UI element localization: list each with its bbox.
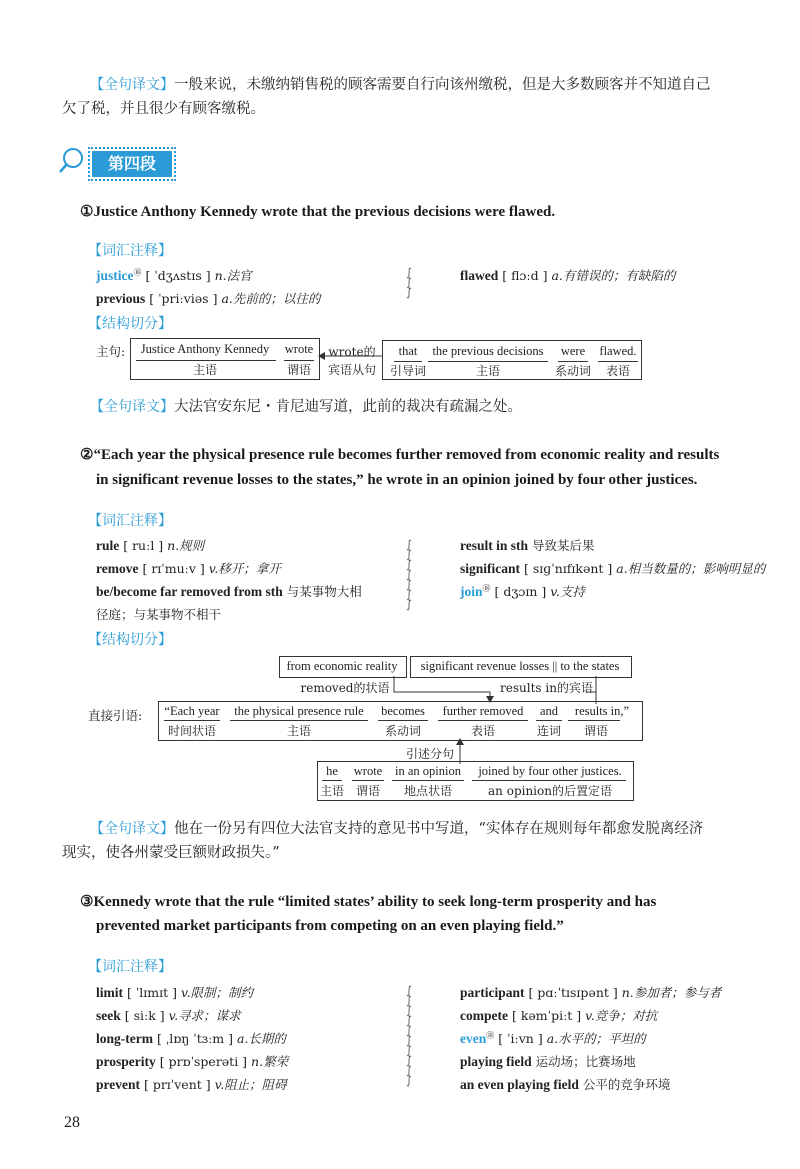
vocab-item: seek [ siːk ] v.寻求；谋求 xyxy=(96,1008,241,1023)
vocab-tag-1: 【词汇注释】 xyxy=(88,243,172,259)
label: 地点状语 xyxy=(403,784,452,798)
sentence-2-cont: in significant revenue losses to the states,” he wrote in an opinion joined by four other justices. xyxy=(96,472,698,488)
label: 时间状语 xyxy=(167,724,216,738)
vocab-tag-3: 【词汇注释】 xyxy=(88,959,172,975)
seg: flawed. xyxy=(599,344,637,358)
seg: Justice Anthony Kennedy xyxy=(140,342,270,356)
vocab-item: even⑱ [ ˈiːvn ] a.水平的；平坦的 xyxy=(460,1030,646,1046)
structure-tag-2: 【结构切分】 xyxy=(88,632,172,648)
seg: joined by four other justices. xyxy=(478,764,622,778)
vocab-item-cont: 径庭；与某事物不相干 xyxy=(96,607,222,622)
seg: becomes xyxy=(381,704,425,718)
seg: that xyxy=(398,344,418,358)
seg: “Each year xyxy=(164,704,220,718)
seg: were xyxy=(560,344,586,358)
seg: further removed xyxy=(442,704,524,718)
seg: wrote xyxy=(353,764,383,778)
seg: significant revenue losses || to the states xyxy=(420,659,620,673)
seg: the previous decisions xyxy=(432,344,544,358)
vocab-item: participant [ pɑːˈtɪsɪpənt ] n.参加者；参与者 xyxy=(460,985,722,1000)
quote-label: 直接引语: xyxy=(88,708,143,723)
vocab-item: rule [ ruːl ] n.规则 xyxy=(96,538,205,553)
vocab-item: justice⑱ [ ˈdʒʌstɪs ] n.法官 xyxy=(96,267,252,283)
link-label: wrote的 xyxy=(328,345,376,359)
label: 主语 xyxy=(286,724,311,738)
label: 谓语 xyxy=(355,784,380,798)
label: 谓语 xyxy=(286,363,311,377)
vocab-tag-2: 【词汇注释】 xyxy=(88,513,172,529)
page-number: 28 xyxy=(64,1114,80,1131)
label: 主语 xyxy=(319,784,344,798)
label: 谓语 xyxy=(583,724,608,738)
sentence-3-cont: prevented market participants from competing on an even playing field.” xyxy=(96,918,564,934)
vocab-item: an even playing field 公平的竞争环境 xyxy=(460,1077,671,1092)
seg: he xyxy=(326,764,338,778)
magnifier-icon xyxy=(58,146,82,170)
label: 主语 xyxy=(475,364,500,378)
vocab-item: flawed [ flɔːd ] a.有错误的；有缺陷的 xyxy=(460,268,676,283)
seg: the physical presence rule xyxy=(234,704,364,718)
connector-arrows xyxy=(390,676,610,704)
label: 连词 xyxy=(536,724,561,738)
vocab-item: significant [ sɪɡˈnɪfɪkənt ] a.相当数量的；影响明显的 xyxy=(460,561,766,576)
seg: in an opinion xyxy=(395,764,461,778)
seg: results in,” xyxy=(574,704,630,718)
vocab-item: prosperity [ prɒˈsperəti ] n.繁荣 xyxy=(96,1054,289,1069)
label: 引述分句 xyxy=(405,747,454,761)
wave-divider: ∫ ∫ ∫ xyxy=(406,266,412,299)
translation-2-cont: 现实，使各州蒙受巨额财政损失。” xyxy=(62,845,280,861)
wave-divider: ∫ ∫ ∫ ∫ ∫ ∫ ∫ ∫ ∫ ∫ xyxy=(406,984,412,1087)
vocab-item: be/become far removed from sth 与某事物大相 xyxy=(96,584,362,599)
translation-2: 【全句译文】他在一份另有四位大法官支持的意见书中写道，“实体存在规则每年都愈发脱离经济 xyxy=(90,821,704,837)
section-title-frame xyxy=(88,147,176,181)
vocab-item: limit [ ˈlɪmɪt ] v.限制；制约 xyxy=(96,985,254,1000)
label: 系动词 xyxy=(554,364,591,378)
label: an opinion的后置定语 xyxy=(488,784,612,798)
vocab-item: prevent [ prɪˈvent ] v.阻止；阻碍 xyxy=(96,1077,287,1092)
arrow-left xyxy=(318,352,382,360)
label: 系动词 xyxy=(384,724,421,738)
intro-translation: 【全句译文】一般来说，未缴纳销售税的顾客需要自行向该州缴税，但是大多数顾客并不知道自己 xyxy=(90,77,711,93)
label: removed的状语 xyxy=(300,681,390,695)
label: results in的宾语 xyxy=(500,681,593,695)
vocab-item: previous [ ˈpriːviəs ] a.先前的；以往的 xyxy=(96,291,321,306)
vocab-item: join⑱ [ dʒɔɪn ] v.支持 xyxy=(460,583,585,599)
sentence-1: ①Justice Anthony Kennedy wrote that the previous decisions were flawed. xyxy=(80,204,556,220)
main-clause-label: 主句: xyxy=(96,344,126,359)
label: 表语 xyxy=(605,364,630,378)
label: 主语 xyxy=(192,363,217,377)
vocab-item: playing field 运动场；比赛场地 xyxy=(460,1054,636,1069)
translation-tag: 【全句译文】 xyxy=(90,77,174,93)
label: 表语 xyxy=(470,724,495,738)
seg: wrote xyxy=(284,342,314,356)
section-title: 第四段 xyxy=(92,151,172,177)
label: 引导词 xyxy=(389,364,426,378)
vocab-item: result in sth 导致某后果 xyxy=(460,538,595,553)
vocab-item: remove [ rɪˈmuːv ] v.移开；拿开 xyxy=(96,561,281,576)
seg: and xyxy=(539,704,559,718)
intro-translation-cont: 欠了税，并且很少有顾客缴税。 xyxy=(62,101,265,117)
structure-tag-1: 【结构切分】 xyxy=(88,316,172,332)
sentence-3: ③Kennedy wrote that the rule “limited states’ ability to seek long-term prosperity and has xyxy=(80,894,657,910)
vocab-item: compete [ kəmˈpiːt ] v.竞争；对抗 xyxy=(460,1008,658,1023)
link-label: 宾语从句 xyxy=(327,363,376,377)
seg: from economic reality xyxy=(286,659,398,673)
wave-divider: ∫ ∫ ∫ ∫ ∫ ∫ ∫ xyxy=(406,538,412,611)
translation-1: 【全句译文】大法官安东尼・肯尼迪写道，此前的裁决有疏漏之处。 xyxy=(90,399,522,415)
sentence-2: ②“Each year the physical presence rule becomes further removed from economic reality and results xyxy=(80,447,720,463)
vocab-item: long-term [ ˌlɒŋ ˈtɜːm ] a.长期的 xyxy=(96,1031,286,1046)
